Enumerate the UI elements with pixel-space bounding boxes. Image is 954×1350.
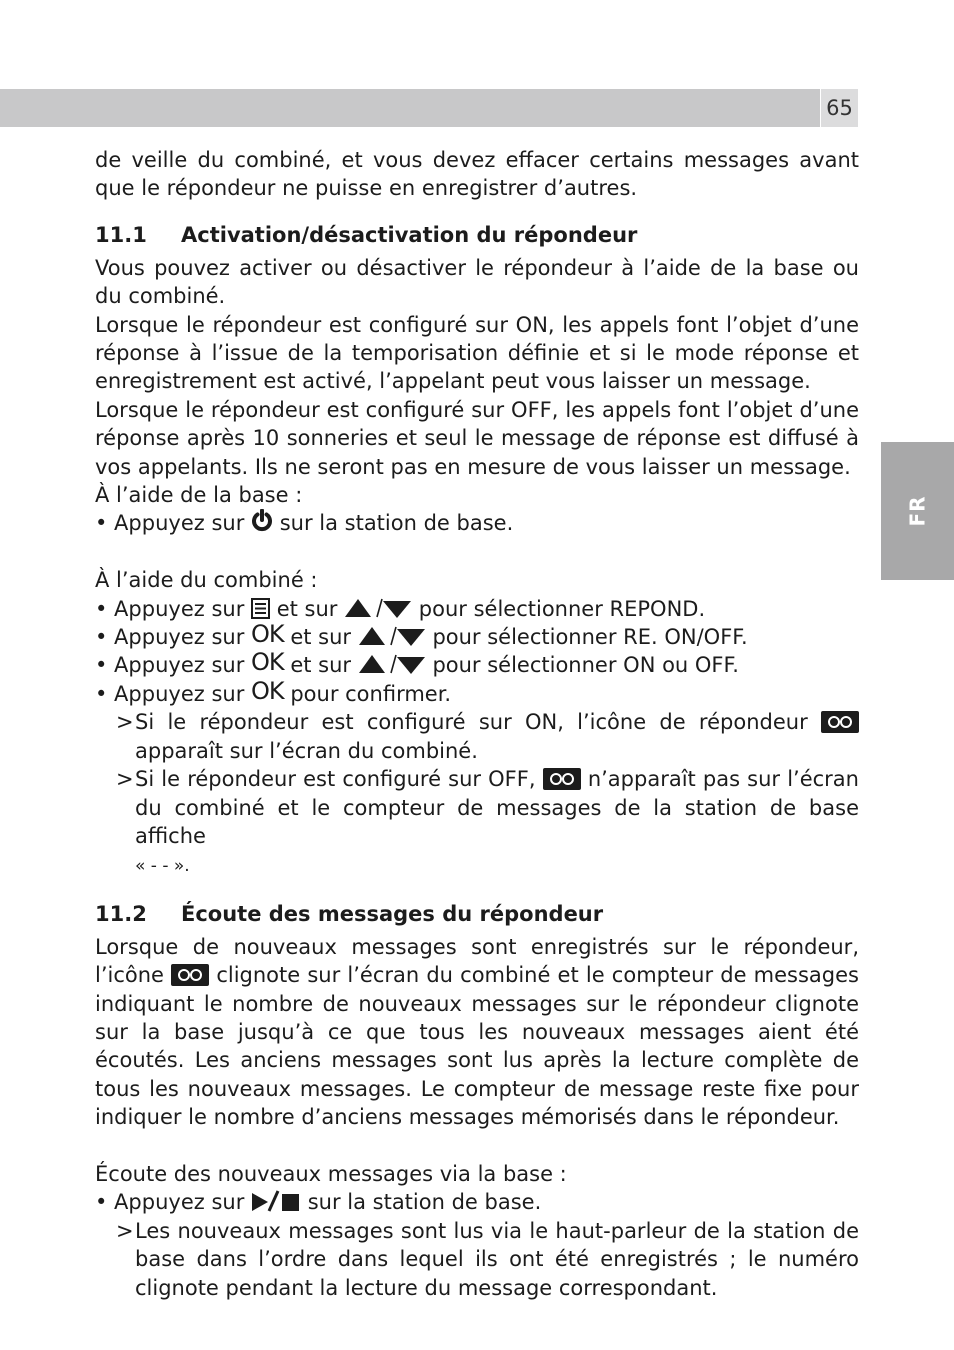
ok-icon: OK	[251, 676, 284, 705]
result-item: > Si le répondeur est configuré sur ON, l’icône de répondeur apparaît sur l’écran du combiné.	[95, 708, 859, 765]
power-icon	[251, 509, 273, 533]
paragraph: Lorsque le répondeur est configuré sur ON, les appels font l’objet d’une réponse à l’issue de la temporisation définie et si le mode réponse et enregistrement est activé, l’appelant peut vous laisser un message.	[95, 312, 859, 394]
language-tab	[881, 442, 954, 580]
paragraph: Vous pouvez activer ou désactiver le répondeur à l’aide de la base ou du combiné.	[95, 255, 859, 309]
section-heading: 11.1 Activation/désactivation du répondeur	[95, 222, 638, 247]
section-heading: 11.2 Écoute des messages du répondeur	[95, 901, 604, 926]
answering-machine-icon	[821, 711, 859, 733]
list-item: • Appuyez sur sur la station de base.	[95, 1190, 542, 1215]
result-item: > Si le répondeur est configuré sur OFF, n’apparaît pas sur l’écran du combiné et le compteur de messages de la station de base affiche « - - ».	[116, 767, 859, 877]
answering-machine-icon	[171, 964, 209, 986]
list-item: • Appuyez sur OK pour confirmer.	[95, 676, 452, 706]
ok-icon: OK	[251, 620, 284, 649]
list-item: • Appuyez sur OK et sur pour sélectionner RE. ON/OFF.	[95, 620, 748, 650]
handset-label: À l’aide du combiné :	[95, 568, 318, 593]
base-label: Écoute des nouveaux messages via la base :	[95, 1161, 567, 1186]
up-down-arrows-icon	[358, 625, 426, 647]
header-bar	[0, 89, 820, 127]
up-down-arrows-icon	[344, 597, 412, 619]
list-item: • Appuyez sur sur la station de base.	[95, 511, 514, 536]
paragraph: Lorsque de nouveaux messages sont enregistrés sur le répondeur, l’icône clignote sur l’écran du combiné et le compteur de messages indiquant le nombre de nouveaux messages sur le répondeur clignote sur la base jusqu’à ce que tous les nouveaux messages aient été écoutés. Les anciens messages sont lus après la lecture complète de tous les nouveaux messages. Le compteur de message reste fixe pour indiquer le nombre d’anciens messages mémorisés dans le répondeur.	[95, 934, 859, 1130]
page-number: 65	[821, 89, 858, 127]
intro-text: de veille du combiné, et vous devez effacer certains messages avant que le répondeur ne puisse en enregistrer d’autres.	[95, 148, 859, 201]
up-down-arrows-icon	[358, 653, 426, 675]
result-item: > Les nouveaux messages sont lus via le haut-parleur de la station de base dans l’ordre dans lequel ils ont été enregistrés ; le numéro clignote pendant la lecture du message correspondant.	[116, 1218, 859, 1300]
answering-machine-icon	[543, 768, 581, 790]
page-content	[95, 146, 859, 1302]
play-stop-icon	[251, 1190, 301, 1212]
paragraph: Lorsque le répondeur est configuré sur OFF, les appels font l’objet d’une réponse après 10 sonneries et seul le message de réponse est diffusé à vos appelants. Ils ne seront pas en mesure de vous laisser un message.	[95, 397, 859, 479]
list-item: • Appuyez sur OK et sur pour sélectionner ON ou OFF.	[95, 648, 739, 678]
base-label: À l’aide de la base :	[95, 483, 303, 508]
list-item: • Appuyez sur et sur pour sélectionner REPOND.	[95, 596, 706, 621]
menu-icon	[251, 598, 270, 619]
language-tab-label: FR	[905, 495, 930, 527]
ok-icon: OK	[251, 648, 284, 677]
